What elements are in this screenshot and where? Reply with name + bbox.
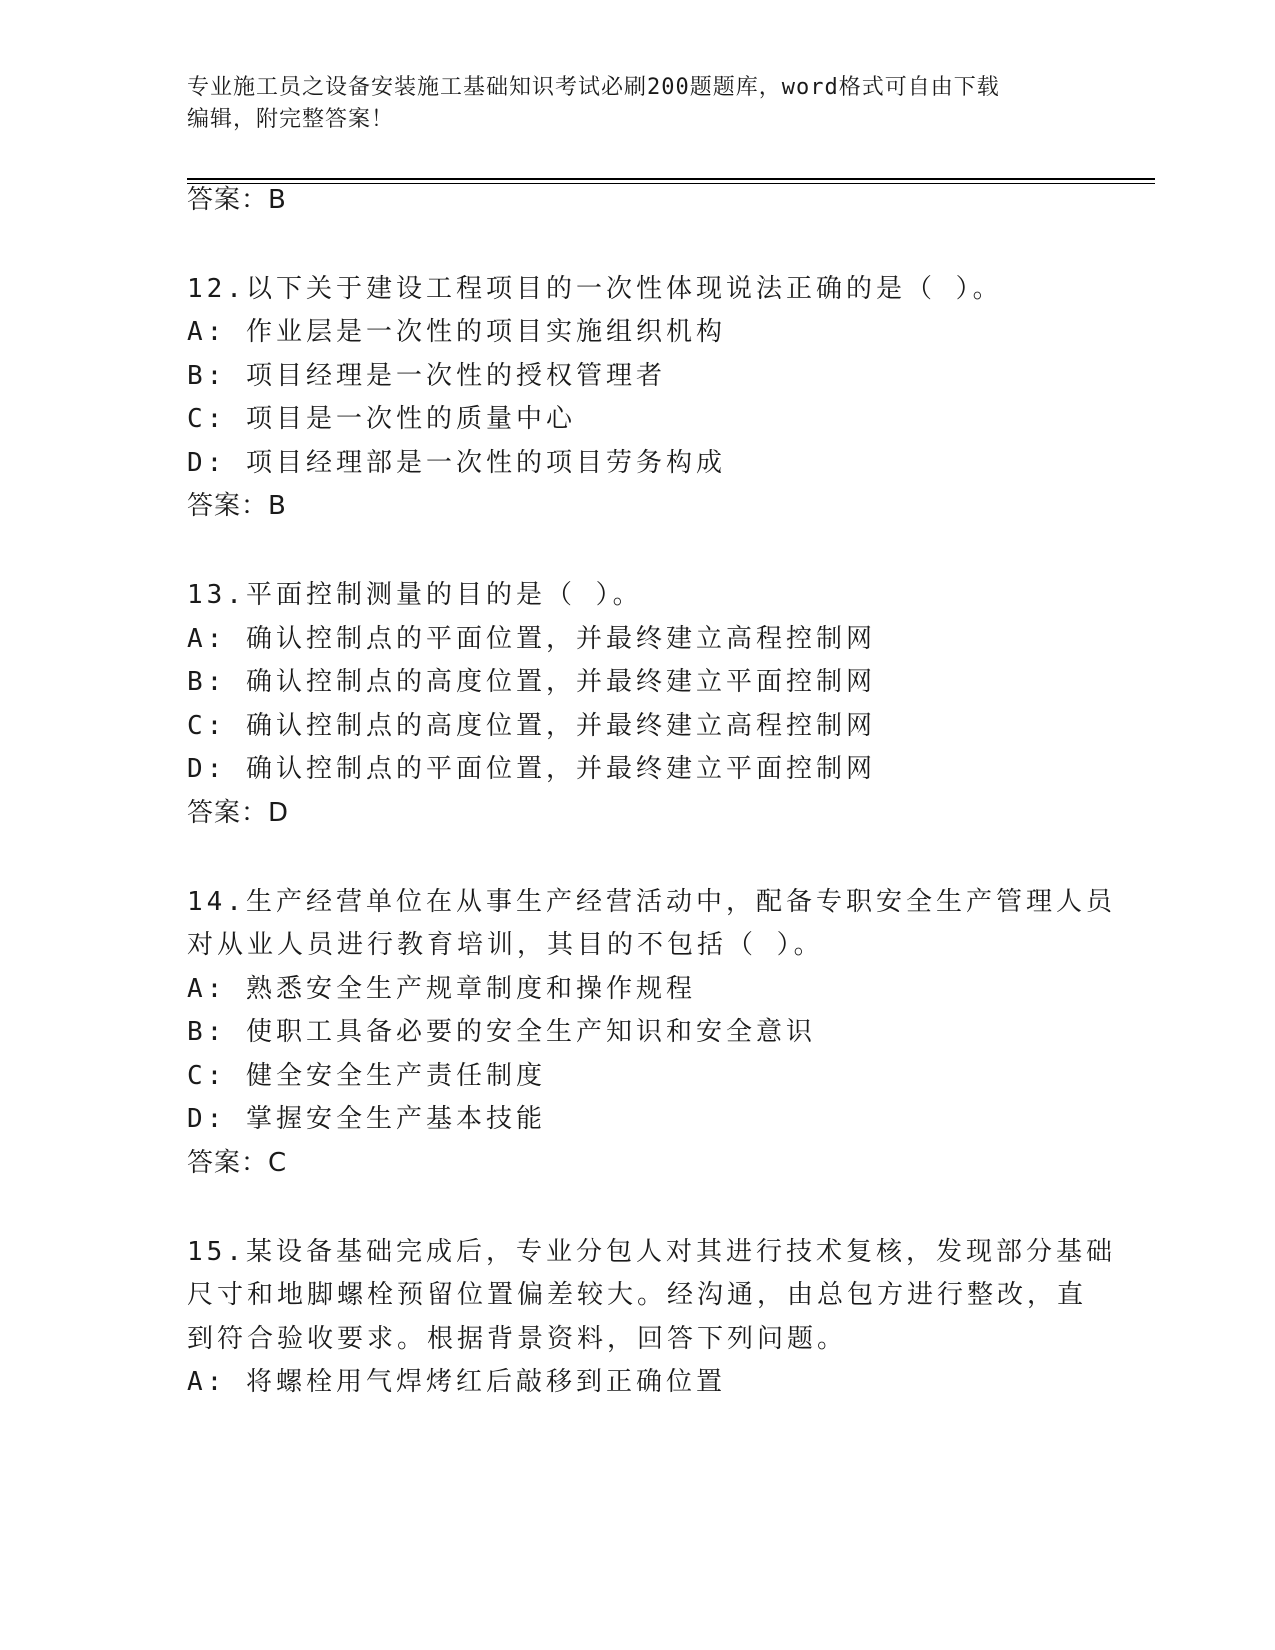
question-14-option-d: D: 掌握安全生产基本技能 bbox=[187, 1104, 546, 1134]
question-14-stem-line-2: 对从业人员进行教育培训，其目的不包括（ ）。 bbox=[187, 930, 824, 960]
question-14-option-a: A: 熟悉安全生产规章制度和操作规程 bbox=[187, 974, 696, 1004]
answer-11: 答案：B bbox=[187, 185, 287, 215]
header-divider-thick bbox=[187, 178, 1155, 180]
question-12-option-b: B: 项目经理是一次性的授权管理者 bbox=[187, 361, 666, 391]
question-14-option-b: B: 使职工具备必要的安全生产知识和安全意识 bbox=[187, 1017, 816, 1047]
document-header bbox=[187, 72, 1067, 136]
question-15-stem-line-3: 到符合验收要求。根据背景资料，回答下列问题。 bbox=[187, 1324, 848, 1354]
answer-14: 答案：C bbox=[187, 1148, 288, 1178]
question-15-option-a: A: 将螺栓用气焊烤红后敲移到正确位置 bbox=[187, 1367, 726, 1397]
question-12-option-a: A: 作业层是一次性的项目实施组织机构 bbox=[187, 317, 726, 347]
answer-12: 答案：B bbox=[187, 491, 287, 521]
question-14-option-c: C: 健全安全生产责任制度 bbox=[187, 1061, 546, 1091]
question-13-option-a: A: 确认控制点的平面位置，并最终建立高程控制网 bbox=[187, 624, 876, 654]
question-15-stem-line-1: 15.某设备基础完成后，专业分包人对其进行技术复核，发现部分基础 bbox=[187, 1237, 1116, 1267]
question-15-stem-line-2: 尺寸和地脚螺栓预留位置偏差较大。经沟通，由总包方进行整改，直 bbox=[187, 1280, 1088, 1310]
answer-13: 答案：D bbox=[187, 798, 290, 828]
question-12-stem: 12.以下关于建设工程项目的一次性体现说法正确的是（ ）。 bbox=[187, 274, 1003, 304]
header-line-1: 专业施工员之设备安装施工基础知识考试必刷200题题库，word格式可自由下载 bbox=[187, 75, 1000, 100]
question-13-option-d: D: 确认控制点的平面位置，并最终建立平面控制网 bbox=[187, 754, 876, 784]
header-line-2: 编辑，附完整答案！ bbox=[187, 107, 395, 132]
header-divider-thin bbox=[187, 183, 1155, 184]
question-12-option-c: C: 项目是一次性的质量中心 bbox=[187, 404, 576, 434]
question-13-option-c: C: 确认控制点的高度位置，并最终建立高程控制网 bbox=[187, 711, 876, 741]
question-14-stem-line-1: 14.生产经营单位在从事生产经营活动中，配备专职安全生产管理人员 bbox=[187, 887, 1116, 917]
question-13-option-b: B: 确认控制点的高度位置，并最终建立平面控制网 bbox=[187, 667, 876, 697]
question-12-option-d: D: 项目经理部是一次性的项目劳务构成 bbox=[187, 448, 726, 478]
question-13-stem: 13.平面控制测量的目的是（ ）。 bbox=[187, 580, 643, 610]
